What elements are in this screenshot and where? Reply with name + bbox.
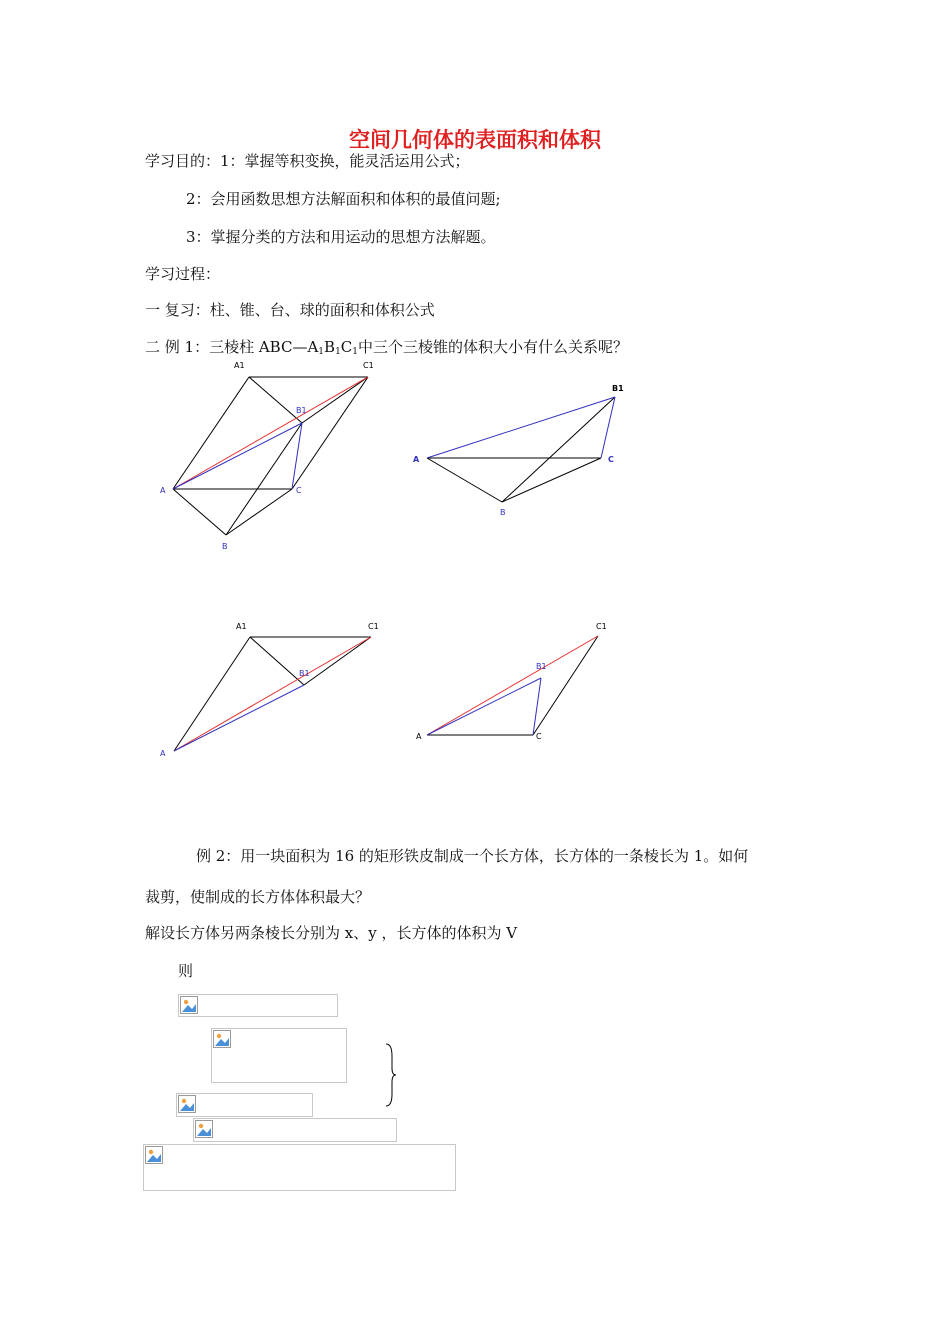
example1-question: 二 例 1：三棱柱 $ABC—A_1B_1C_1$中三个三棱锥的体积大小有什么关系呢？ <box>145 338 629 357</box>
figure-pyramid-a-a1b1c1 <box>150 615 390 765</box>
broken-image-icon <box>195 1120 213 1138</box>
label-b1: B1 <box>536 662 547 671</box>
label-a1: A1 <box>236 622 247 631</box>
review-line: 一 复习：柱、锥、台、球的面积和体积公式 <box>145 301 435 319</box>
goal-item-3: 3：掌握分类的方法和用运动的思想方法解题。 <box>186 228 496 246</box>
page-title: 空间几何体的表面积和体积 <box>349 128 601 152</box>
then-label: 则 <box>178 962 194 980</box>
broken-image-icon <box>180 996 198 1014</box>
label-b1: B1 <box>296 406 307 415</box>
label-c1: C1 <box>368 622 379 631</box>
broken-image-icon <box>178 1095 196 1113</box>
label-a: A <box>160 749 166 758</box>
label-a1: A1 <box>234 361 245 370</box>
label-a: A <box>413 455 420 464</box>
label-b: B <box>222 542 228 551</box>
label-a: A <box>160 486 166 495</box>
goals-label: 学习目的： <box>145 152 221 170</box>
label-b1: B1 <box>299 669 310 678</box>
formula-image-1 <box>178 994 338 1017</box>
label-c: C <box>296 486 302 495</box>
goal-item-2: 2：会用函数思想方法解面积和体积的最值问题; <box>186 190 501 208</box>
formula-image-4 <box>193 1118 397 1142</box>
label-a: A <box>416 732 422 741</box>
example2-line-1: 例 2：用一块面积为 16 的矩形铁皮制成一个长方体，长方体的一条棱长为 1。如何 <box>196 847 749 865</box>
broken-image-icon <box>213 1030 231 1048</box>
example2-line-2: 裁剪，使制成的长方体体积最大？ <box>145 888 371 906</box>
figure-pyramid-a-b1cc1 <box>405 615 645 750</box>
formula-image-5 <box>143 1144 456 1191</box>
label-c1: C1 <box>363 361 374 370</box>
label-c: C <box>608 455 614 464</box>
goal-item-1: 1：掌握等积变换，能灵活运用公式； <box>220 152 470 170</box>
process-label: 学习过程： <box>145 265 221 283</box>
goals-line-1 <box>145 151 470 171</box>
label-c1: C1 <box>596 622 607 631</box>
label-c: C <box>536 732 542 741</box>
curly-brace <box>380 1042 400 1108</box>
formula-image-3 <box>176 1093 313 1117</box>
broken-image-icon <box>145 1146 163 1164</box>
solution-line: 解设长方体另两条棱长分别为 x、y ，长方体的体积为 V <box>145 924 518 942</box>
label-b: B <box>500 508 506 517</box>
label-b1: B1 <box>612 384 624 393</box>
figure-pyramid-b1-abc <box>405 378 645 523</box>
formula-image-2 <box>211 1028 347 1083</box>
figure-prism <box>150 355 390 555</box>
